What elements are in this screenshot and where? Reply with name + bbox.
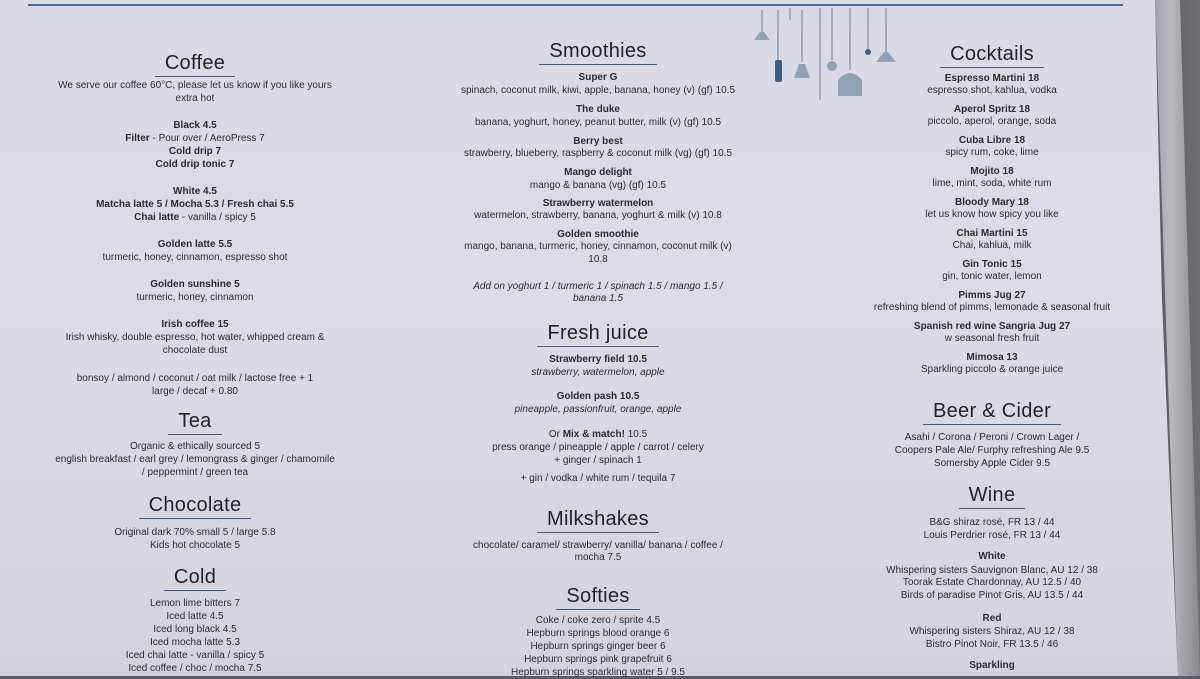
coffee-extras: bonsoy / almond / coconut / oat milk / lactose free + 1 — [76, 373, 314, 384]
cold-line: Lemon lime bitters 7 — [149, 598, 241, 609]
smoothie-desc: 10.8 — [588, 254, 608, 265]
smoothie-addons: banana 1.5 — [572, 293, 624, 304]
milkshake-line: mocha 7.5 — [574, 552, 622, 563]
coffee-item: Black 4.5 — [173, 120, 217, 131]
wine-line: Whispering sisters Sauvignon Blanc, AU 12 / 38 — [886, 565, 1098, 576]
tea-line: / peppermint / green tea — [141, 467, 249, 478]
juice-item: Strawberry field 10.5 — [549, 354, 647, 365]
softie-line: Hepburn springs pink grapefruit 6 — [524, 654, 672, 665]
cold-line: Iced latte 4.5 — [166, 611, 224, 622]
chocolate-line: Kids hot chocolate 5 — [149, 540, 241, 551]
smoothie-desc: strawberry, blueberry, raspberry & coconut milk (vg) (gf) 10.5 — [463, 148, 733, 159]
cocktail-desc: piccolo, aperol, orange, soda — [927, 116, 1057, 127]
cocktail-item: Chai Martini 15 — [956, 228, 1028, 239]
smoothie-item: Berry best — [573, 136, 623, 147]
beer-line: Coopers Pale Ale/ Furphy refreshing Ale 9.5 — [894, 445, 1090, 456]
cocktail-item: Aperol Spritz 18 — [953, 104, 1031, 115]
wine-subheading: Red — [982, 613, 1002, 624]
softie-line: Hepburn springs blood orange 6 — [526, 628, 670, 639]
coffee-desc: chocolate dust — [162, 345, 228, 356]
tea-line: english breakfast / earl grey / lemongrass & ginger / chamomile — [55, 454, 335, 465]
wine-line: Louis Perdrier rosé, FR 13 / 44 — [923, 530, 1061, 541]
section-title-coffee: Coffee — [30, 52, 360, 77]
coffee-item: Golden latte 5.5 — [157, 239, 233, 250]
cocktail-desc: lime, mint, soda, white rum — [932, 178, 1052, 189]
cocktail-desc: Chai, kahlua, milk — [952, 240, 1032, 251]
smoothie-item: Golden smoothie — [557, 229, 639, 240]
coffee-item: Chai latte - vanilla / spicy 5 — [134, 212, 256, 223]
section-title-chocolate: Chocolate — [30, 494, 360, 519]
coffee-item: Cold drip tonic 7 — [155, 159, 235, 170]
cocktail-desc: refreshing blend of pimms, lemonade & seasonal fruit — [873, 302, 1111, 313]
cocktail-desc: Sparkling piccolo & orange juice — [920, 364, 1064, 375]
coffee-line: We serve our coffee 60°C, please let us know if you like yours — [58, 80, 332, 91]
section-title-smoothies: Smoothies — [438, 40, 758, 65]
smoothie-addons: Add on yoghurt 1 / turmeric 1 / spinach 1.5 / mango 1.5 / — [473, 281, 723, 292]
smoothie-item: Super G — [578, 72, 618, 83]
cocktail-item: Espresso Martini 18 — [944, 73, 1040, 84]
cocktail-item: Bloody Mary 18 — [955, 197, 1029, 208]
coffee-desc: turmeric, honey, cinnamon, espresso shot — [102, 252, 288, 263]
coffee-extras: large / decaf + 0.80 — [152, 386, 238, 397]
coffee-item: Cold drip 7 — [168, 146, 222, 157]
smoothie-desc: spinach, coconut milk, kiwi, apple, banana, honey (v) (gf) 10.5 — [460, 85, 736, 96]
coffee-item: Golden sunshine 5 — [150, 279, 240, 290]
cocktail-item: Cuba Libre 18 — [958, 135, 1026, 146]
smoothie-item: Mango delight — [564, 167, 632, 178]
cocktail-item: Mojito 18 — [970, 166, 1014, 177]
wine-line: Toorak Estate Chardonnay, AU 12.5 / 40 — [902, 577, 1082, 588]
beer-line: Asahi / Corona / Peroni / Crown Lager / — [904, 432, 1080, 443]
coffee-item: Filter - Pour over / AeroPress 7 — [125, 133, 265, 144]
coffee-line: extra hot — [175, 93, 215, 104]
coffee-desc: Irish whisky, double espresso, hot water, whipped cream & — [65, 332, 325, 343]
softie-line: Hepburn springs ginger beer 6 — [530, 641, 666, 652]
wine-subheading: White — [978, 551, 1006, 562]
cocktail-item: Pimms Jug 27 — [958, 290, 1026, 301]
section-title-cocktails: Cocktails — [862, 43, 1122, 68]
juice-desc: + ginger / spinach 1 — [554, 455, 642, 466]
smoothie-item: Strawberry watermelon — [542, 198, 654, 209]
top-rule — [28, 4, 1123, 6]
smoothie-item: The duke — [576, 104, 620, 115]
coffee-item: White 4.5 — [173, 186, 217, 197]
coffee-desc: turmeric, honey, cinnamon — [136, 292, 254, 303]
smoothie-desc: mango, banana, turmeric, honey, cinnamon, coconut milk (v) — [464, 241, 732, 252]
juice-item: Or Mix & match! 10.5 — [548, 429, 648, 440]
wine-line: Bistro Pinot Noir, FR 13.5 / 46 — [925, 639, 1059, 650]
section-title-wine: Wine — [862, 484, 1122, 509]
beer-line: Somersby Apple Cider 9.5 — [933, 458, 1051, 469]
juice-item: Golden pash 10.5 — [556, 391, 640, 402]
section-title-milkshakes: Milkshakes — [438, 508, 758, 533]
section-title-tea: Tea — [30, 410, 360, 435]
smoothie-desc: watermelon, strawberry, banana, yoghurt & milk (v) 10.8 — [474, 210, 722, 221]
softie-line: Coke / coke zero / sprite 4.5 — [535, 615, 661, 626]
juice-desc: press orange / pineapple / apple / carrot / celery — [492, 442, 704, 453]
cold-line: Iced mocha latte 5.3 — [149, 637, 241, 648]
chocolate-line: Original dark 70% small 5 / large 5.8 — [114, 527, 276, 538]
cold-line: Iced long black 4.5 — [153, 624, 237, 635]
wine-line: Birds of paradise Pinot Gris, AU 13.5 / 44 — [900, 590, 1084, 601]
cocktail-desc: spicy rum, coke, lime — [945, 147, 1039, 158]
wine-line: B&G shiraz rosé, FR 13 / 44 — [929, 517, 1055, 528]
milkshake-line: chocolate/ caramel/ strawberry/ vanilla/ banana / coffee / — [473, 540, 723, 551]
wine-subheading: Sparkling — [969, 660, 1015, 671]
coffee-item: Matcha latte 5 / Mocha 5.3 / Fresh chai 5.5 — [96, 199, 294, 210]
section-title-fresh-juice: Fresh juice — [438, 322, 758, 347]
cocktail-desc: espresso shot, kahlua, vodka — [927, 85, 1057, 96]
juice-desc: pineapple, passionfruit, orange, apple — [514, 404, 682, 415]
smoothie-desc: mango & banana (vg) (gf) 10.5 — [529, 180, 667, 191]
coffee-item: Irish coffee 15 — [161, 319, 229, 330]
cocktail-item: Mimosa 13 — [966, 352, 1018, 363]
section-title-cold: Cold — [30, 566, 360, 591]
wine-line: Whispering sisters Shiraz, AU 12 / 38 — [909, 626, 1075, 637]
juice-desc: strawberry, watermelon, apple — [531, 367, 665, 378]
juice-desc: + gin / vodka / white rum / tequila 7 — [520, 473, 676, 484]
section-title-softies: Softies — [438, 585, 758, 610]
cold-line: Iced coffee / choc / mocha 7.5 — [128, 663, 262, 674]
cocktail-desc: w seasonal fresh fruit — [944, 333, 1040, 344]
tea-line: Organic & ethically sourced 5 — [129, 441, 261, 452]
cocktail-item: Gin Tonic 15 — [962, 259, 1022, 270]
cold-line: Iced chai latte - vanilla / spicy 5 — [125, 650, 265, 661]
cocktail-item: Spanish red wine Sangria Jug 27 — [913, 321, 1071, 332]
smoothie-desc: banana, yoghurt, honey, peanut butter, milk (v) (gf) 10.5 — [474, 117, 722, 128]
section-title-beer-cider: Beer & Cider — [862, 400, 1122, 425]
cocktail-desc: gin, tonic water, lemon — [942, 271, 1042, 282]
softie-line: Hepburn springs sparkling water 5 / 9.5 — [511, 667, 685, 678]
cocktail-desc: let us know how spicy you like — [925, 209, 1059, 220]
